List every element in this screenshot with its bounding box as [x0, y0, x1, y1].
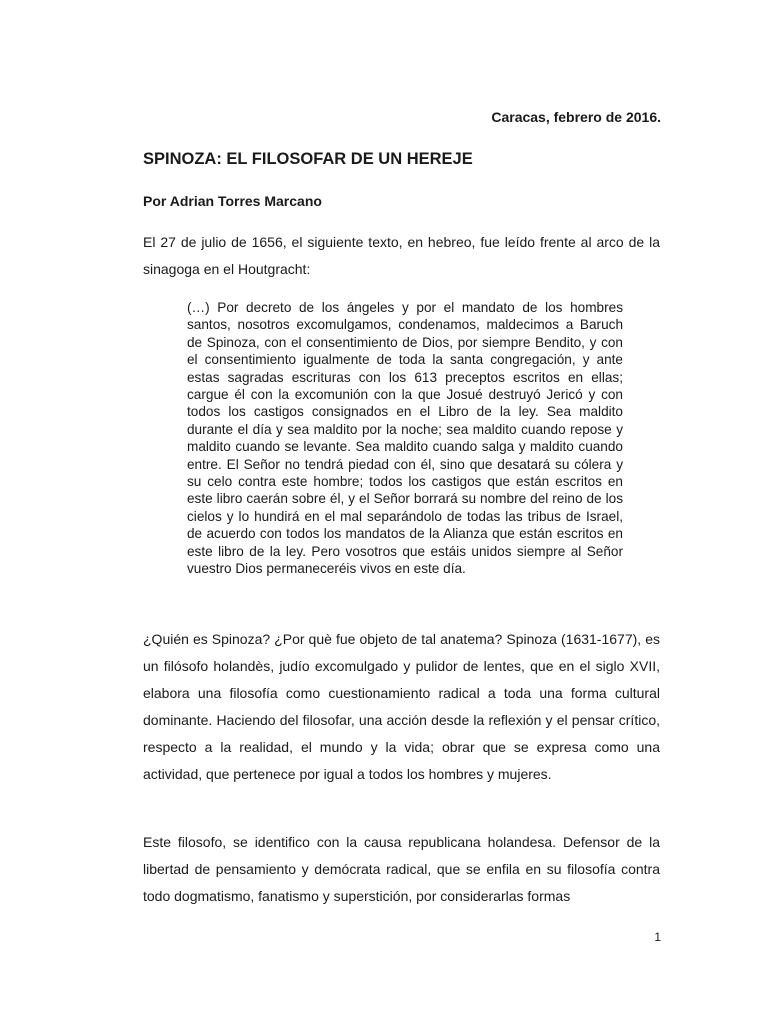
- document-title: SPINOZA: EL FILOSOFAR DE UN HEREJE: [143, 150, 473, 168]
- page-number: 1: [654, 930, 661, 944]
- body-paragraph: ¿Quién es Spinoza? ¿Por què fue objeto de tal anatema? Spinoza (1631-1677), es un filósofo holandès, judío excomulgado y pulidor de lentes, que en el siglo XVII, elabora una filosofía como cuestionamiento radical a toda una forma cultural dominante. Haciendo del filosofar, una acción desde la reflexión y el pensar crítico, respecto a la realidad, el mundo y la vida; obrar que se expresa como una actividad, que pertenece por igual a todos los hombres y mujeres.: [143, 631, 660, 782]
- block-quote: (…) Por decreto de los ángeles y por el mandato de los hombres santos, nosotros excomulgamos, condenamos, maldecimos a Baruch de Spinoza, con el consentimiento de Dios, por siempre Bendito, y con el consentimiento igualmente de toda la santa congregación, y ante estas sagradas escrituras con los 613 preceptos escritos en ellas; cargue él con la excomunión con la que Josué destruyó Jericó y con todos los castigos consignados en el Libro de la ley. Sea maldito durante el día y sea maldito por la noche; sea maldito cuando repose y maldito cuando se levante. Sea maldito cuando salga y maldito cuando entre. El Señor no tendrá piedad con él, sino que desatará su cólera y su celo contra este hombre; todos los castigos que están escritos en este libro caerán sobre él, y el Señor borrará su nombre del reino de los cielos y lo hundirá en el mal separándolo de todas las tribus de Israel, de acuerdo con todos los mandatos de la Alianza que están escritos en este libro de la ley. Pero vosotros que estáis unidos siempre al Señor vuestro Dios permaneceréis vivos en este día.: [187, 300, 623, 577]
- document-author: Por Adrian Torres Marcano: [143, 193, 322, 209]
- document-date: Caracas, febrero de 2016.: [491, 109, 661, 125]
- body-paragraph: Este filosofo, se identifico con la causa republicana holandesa. Defensor de la libertad de pensamiento y demócrata radical, que se enfila en su filosofía contra todo dogmatismo, fanatismo y superstición, por considerarlas formas: [143, 834, 660, 904]
- intro-paragraph: El 27 de julio de 1656, el siguiente texto, en hebreo, fue leído frente al arco de la sinagoga en el Houtgracht:: [143, 234, 660, 277]
